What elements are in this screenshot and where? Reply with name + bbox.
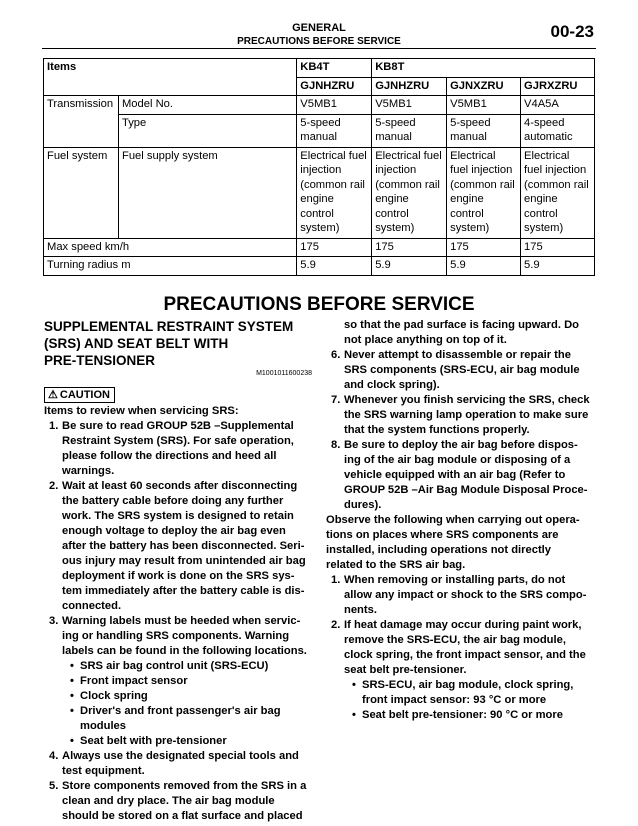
header-subsection: PRECAUTIONS BEFORE SERVICE — [237, 36, 401, 47]
reference-code: M1001011600238 — [256, 370, 312, 377]
item-number: 4. — [49, 750, 59, 762]
item-number: 1. — [331, 574, 341, 586]
table-cell: 175 — [372, 238, 447, 257]
precaution-list-continued — [326, 348, 594, 513]
table-cell — [297, 147, 372, 238]
table-cell — [447, 114, 521, 147]
bullet-item — [70, 674, 312, 689]
text-line: the SRS warning lamp operation to make sure — [344, 409, 589, 421]
row-sublabel: Fuel supply system — [118, 147, 296, 238]
main-title: PRECAUTIONS BEFORE SERVICE — [163, 294, 475, 315]
cell-line: system) — [300, 222, 340, 234]
cell-line: automatic — [524, 131, 573, 143]
text-line: that the system functions properly. — [344, 424, 530, 436]
cell-line: manual — [450, 131, 487, 143]
table-cell: 175 — [297, 238, 372, 257]
item-number: 6. — [331, 349, 341, 361]
group-header-kb8t: KB8T — [372, 59, 595, 78]
cell-line: fuel injection — [524, 164, 587, 176]
table-cell: 5.9 — [447, 257, 521, 276]
model-header: GJRXZRU — [521, 77, 595, 96]
table-row — [44, 96, 595, 115]
precaution-list — [44, 419, 312, 824]
text-line: allow any impact or shock to the SRS compo- — [344, 589, 587, 601]
cell-line: 4-speed — [524, 116, 565, 129]
text-line: modules — [80, 720, 127, 732]
observe-paragraph — [326, 513, 594, 573]
cell-line: Electrical — [450, 149, 496, 162]
cell-line: engine — [450, 193, 484, 205]
table-row — [44, 59, 595, 78]
text-line: Always use the designated special tools and — [62, 750, 299, 762]
table-cell: V4A5A — [521, 96, 595, 115]
table-cell: 5.9 — [297, 257, 372, 276]
text-line: GROUP 52B –Air Bag Module Disposal Proce- — [344, 484, 588, 496]
caution-label: CAUTION — [59, 389, 110, 401]
text-line: related to the SRS air bag. — [326, 559, 466, 571]
cell-line: 5-speed — [450, 116, 491, 129]
text-line: the battery cable before doing any further — [62, 495, 284, 507]
items-header: Items — [44, 59, 297, 96]
spec-table — [43, 58, 595, 276]
cell-line: (common rail — [300, 178, 365, 191]
header-rule — [42, 48, 596, 49]
cell-line: injection — [300, 164, 342, 176]
text-line: Whenever you finish servicing the SRS, check — [344, 394, 590, 406]
bullet-item — [70, 659, 312, 674]
cell-line: system) — [375, 222, 415, 234]
page-number: 00-23 — [550, 22, 594, 41]
table-cell: V5MB1 — [372, 96, 447, 115]
text-line: and clock spring). — [344, 379, 440, 391]
list-item — [44, 614, 312, 749]
text-line: vehicle equipped with an air bag (Refer to — [344, 469, 566, 481]
table-row — [44, 257, 595, 276]
text-line: ing of the air bag module or disposing of a — [344, 454, 571, 466]
cell-line: control — [300, 207, 334, 220]
table-row — [44, 238, 595, 257]
text-line: • Seat belt pre-tensioner: 90 °C or more — [362, 709, 563, 721]
section-title — [44, 318, 312, 369]
text-line: • Driver's and front passenger's air bag — [80, 705, 281, 717]
text-line: after the battery has been disconnected. Seri- — [62, 540, 305, 552]
text-line: If heat damage may occur during paint work, — [344, 619, 582, 631]
list-item — [44, 419, 312, 479]
table-cell — [521, 147, 595, 238]
text-line: Restraint System (SRS). For safe operation, — [62, 435, 294, 447]
list-item — [326, 348, 594, 393]
bullet-item — [70, 689, 312, 704]
row-sublabel: Model No. — [118, 96, 296, 115]
list-item — [326, 393, 594, 438]
item-number: 2. — [331, 619, 341, 631]
left-column — [44, 318, 312, 824]
table-cell: 5.9 — [372, 257, 447, 276]
table-cell — [521, 114, 595, 147]
text-line: • Front impact sensor — [80, 675, 188, 687]
caution-box — [44, 387, 115, 403]
cell-line: system) — [524, 222, 564, 234]
row-sublabel: Type — [118, 114, 296, 147]
table-row — [44, 114, 595, 147]
text-line: deployment if work is done on the SRS sys- — [62, 570, 295, 582]
text-line: clock spring, the front impact sensor, and the — [344, 649, 586, 661]
text-line: Wait at least 60 seconds after disconnecting — [62, 480, 298, 492]
text-line: front impact sensor: 93 °C or more — [362, 694, 547, 706]
text-line: Never attempt to disassemble or repair the — [344, 349, 571, 361]
text-line: Store components removed from the SRS in a — [62, 780, 307, 792]
bullet-item — [352, 708, 594, 723]
cell-line: system) — [450, 222, 490, 234]
list-item — [44, 779, 312, 824]
list-item — [326, 573, 594, 618]
item-5-continued — [326, 318, 594, 348]
bullet-list — [344, 678, 594, 723]
observe-list — [326, 573, 594, 723]
text-line: should be stored on a flat surface and placed — [62, 810, 303, 822]
group-header-kb4t: KB4T — [297, 59, 372, 78]
text-line: ous injury may result from unintended air bag — [62, 555, 306, 567]
cell-line: injection — [375, 164, 417, 176]
row-label: Turning radius m — [44, 257, 297, 276]
section-title-line: PRE-TENSIONER — [44, 353, 156, 368]
cell-line: 5-speed — [375, 116, 416, 129]
text-line: enough voltage to deploy the air bag even — [62, 525, 286, 537]
text-line: please follow the directions and heed all — [62, 450, 277, 462]
header-section: GENERAL — [292, 22, 346, 34]
text-line: • SRS air bag control unit (SRS-ECU) — [80, 660, 269, 672]
cell-line: 5-speed — [300, 116, 341, 129]
cell-line: control — [450, 207, 484, 220]
table-cell — [447, 147, 521, 238]
text-line: Be sure to read GROUP 52B –Supplemental — [62, 420, 294, 432]
text-line: Warning labels must be heeded when servic- — [62, 615, 301, 627]
table-row — [44, 147, 595, 238]
text-line: connected. — [62, 600, 122, 612]
bullet-item — [70, 734, 312, 749]
table-cell: 5.9 — [521, 257, 595, 276]
table-cell — [372, 114, 447, 147]
cell-line: engine — [375, 193, 409, 205]
item-number: 5. — [49, 780, 59, 792]
text-line: not place anything on top of it. — [344, 334, 507, 346]
item-number: 2. — [49, 480, 59, 492]
text-line: When removing or installing parts, do not — [344, 574, 566, 586]
cell-line: control — [524, 207, 558, 220]
bullet-item — [70, 704, 312, 734]
warning-triangle-icon: ⚠ — [48, 389, 58, 401]
item-number: 8. — [331, 439, 341, 451]
row-label: Transmission — [44, 96, 119, 148]
list-item — [44, 749, 312, 779]
intro-text: Items to review when servicing SRS: — [44, 405, 239, 417]
model-header: GJNHZRU — [372, 77, 447, 96]
model-header: GJNHZRU — [297, 77, 372, 96]
cell-line: (common rail — [450, 178, 515, 191]
text-line: seat belt pre-tensioner. — [344, 664, 467, 676]
cell-line: engine — [524, 193, 558, 205]
bullet-list — [62, 659, 312, 749]
item-number: 3. — [49, 615, 59, 627]
item-number: 1. — [49, 420, 59, 432]
text-line: • SRS-ECU, air bag module, clock spring, — [362, 679, 574, 691]
item-number: 7. — [331, 394, 341, 406]
text-line: • Clock spring — [80, 690, 148, 702]
section-title-line: (SRS) AND SEAT BELT WITH — [44, 336, 229, 351]
model-header: GJNXZRU — [447, 77, 521, 96]
cell-line: Electrical fuel — [300, 149, 367, 162]
cell-line: engine — [300, 193, 334, 205]
cell-line: control — [375, 207, 409, 220]
bullet-item — [352, 678, 594, 708]
table-cell — [372, 147, 447, 238]
table-cell: V5MB1 — [447, 96, 521, 115]
text-line: test equipment. — [62, 765, 145, 777]
cell-line: manual — [300, 131, 337, 143]
text-line: tions on places where SRS components are — [326, 529, 559, 541]
list-item — [326, 618, 594, 723]
cell-line: Electrical fuel — [375, 149, 442, 162]
right-column — [326, 318, 594, 723]
text-line: installed, including operations not directly — [326, 544, 552, 556]
text-line: remove the SRS-ECU, the air bag module, — [344, 634, 566, 646]
table-cell: 175 — [521, 238, 595, 257]
text-line: ing or handling SRS components. Warning — [62, 630, 290, 642]
text-line: clean and dry place. The air bag module — [62, 795, 275, 807]
text-line: SRS components (SRS-ECU, air bag module — [344, 364, 580, 376]
list-item — [326, 438, 594, 513]
section-title-line: SUPPLEMENTAL RESTRAINT SYSTEM — [44, 319, 294, 334]
cell-line: Electrical — [524, 149, 570, 162]
cell-line: manual — [375, 131, 412, 143]
text-line: work. The SRS system is designed to retain — [62, 510, 294, 522]
text-line: Be sure to deploy the air bag before dispos- — [344, 439, 578, 451]
text-line: warnings. — [62, 465, 115, 477]
table-cell: 175 — [447, 238, 521, 257]
table-cell — [297, 114, 372, 147]
text-line: so that the pad surface is facing upward. Do — [344, 319, 579, 331]
cell-line: (common rail — [524, 178, 589, 191]
text-line: tem immediately after the battery cable is dis- — [62, 585, 305, 597]
cell-line: (common rail — [375, 178, 440, 191]
text-line: dures). — [344, 499, 382, 511]
text-line: nents. — [344, 604, 377, 616]
text-line: • Seat belt with pre-tensioner — [80, 735, 227, 747]
row-label: Max speed km/h — [44, 238, 297, 257]
text-line: Observe the following when carrying out opera- — [326, 514, 580, 526]
cell-line: fuel injection — [450, 164, 513, 176]
list-item — [44, 479, 312, 614]
table-cell: V5MB1 — [297, 96, 372, 115]
row-label: Fuel system — [44, 147, 119, 238]
text-line: labels can be found in the following locations. — [62, 645, 307, 657]
